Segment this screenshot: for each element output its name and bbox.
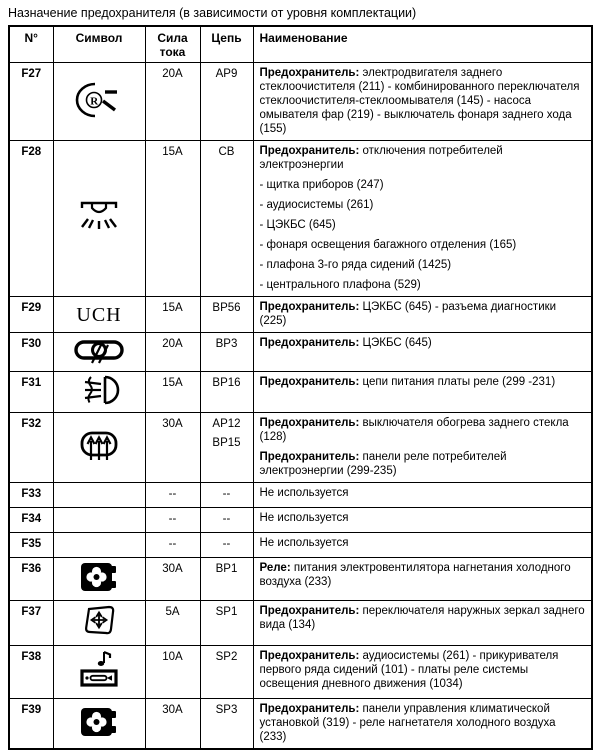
fuse-symbol [53,558,145,601]
fuse-amperage: 20A [145,333,200,372]
fuse-description-line: Предохранитель: ЦЭКБС (645) - разъема диагностики (225) [259,301,557,327]
fuse-circuit [200,699,253,750]
fuse-circuit [200,508,253,533]
table-row [9,141,592,297]
fuse-circuit-value: AP9 [215,68,238,80]
fuse-amperage: 20A [145,63,200,141]
fuse-description-line: Предохранитель: выключателя обогрева заднего стекла (128) [259,417,569,443]
fuse-id: F28 [9,141,53,297]
fuse-description [253,63,592,141]
fuse-amperage: 30A [145,558,200,601]
audio-system-icon [77,648,121,692]
fuse-amperage: 15A [145,372,200,413]
table-row [9,413,592,483]
fuse-description-line: Не используется [259,537,349,549]
fuse-description-line: Реле: питания электровентилятора нагнетания холодного воздуха (233) [259,562,571,588]
fuse-circuit [200,297,253,333]
fuse-circuit [200,533,253,558]
fuse-description [253,483,592,508]
fuse-description [253,508,592,533]
table-row [9,646,592,699]
fuse-circuit-value: CB [218,146,235,158]
fuse-circuit [200,141,253,297]
fuse-symbol [53,699,145,750]
fuse-description [253,413,592,483]
table-row [9,699,592,750]
rear-wiper-icon [75,82,123,118]
fuse-description-line: Не используется [259,487,349,499]
fuse-symbol [53,372,145,413]
fuse-description-line: Предохранитель: панели реле потребителей электроэнергии (299-235) [259,451,507,477]
table-row [9,333,592,372]
fuse-description-line: - плафона 3-го ряда сидений (1425) [259,259,452,271]
header-name: Наименование [253,26,592,63]
fuse-amperage: 15A [145,141,200,297]
fuse-circuit-value: BP15 [212,437,241,449]
fuse-id: F36 [9,558,53,601]
header-circuit: Цепь [200,26,253,63]
table-row [9,63,592,141]
central-locking-icon [72,335,126,365]
fuse-amperage: -- [145,483,200,508]
svg-text:R: R [90,94,99,107]
fuse-circuit [200,558,253,601]
fuse-amperage: -- [145,533,200,558]
fuse-description-line: Предохранитель: панели управления климатической установкой (319) - реле нагнетателя холодного воздуха (233) [259,703,556,743]
fuse-description [253,372,592,413]
fuse-description [253,333,592,372]
fuse-description-line: Предохранитель: цепи питания платы реле (299 -231) [259,376,556,388]
fuse-circuit-value: AP12 [212,418,241,430]
fuse-id: F37 [9,601,53,646]
fuse-circuit-value: SP3 [215,704,238,716]
dome-light-icon [76,198,122,236]
fuse-description-line: Предохранитель: отключения потребителей электроэнергии [259,145,503,171]
fuse-circuit [200,483,253,508]
fuse-symbol [53,533,145,558]
fuse-id: F35 [9,533,53,558]
fuse-description-line: - аудиосистемы (261) [259,199,374,211]
fuse-circuit [200,601,253,646]
table-row [9,372,592,413]
fuse-amperage: 15A [145,297,200,333]
fuse-id: F29 [9,297,53,333]
fuse-symbol [53,63,145,141]
fuse-circuit-value: SP1 [215,606,238,618]
fuse-circuit-value: BP3 [215,338,238,350]
fuse-symbol [53,601,145,646]
fuse-circuit-value: BP1 [215,563,238,575]
fuse-circuit [200,372,253,413]
table-row [9,533,592,558]
table-row [9,483,592,508]
blower-fan-icon [79,705,119,739]
fuse-circuit [200,413,253,483]
header-symbol: Символ [53,26,145,63]
fuse-description-line: Предохранитель: переключателя наружных зеркал заднего вида (134) [259,605,585,631]
fuse-description [253,558,592,601]
fuse-symbol [53,141,145,297]
fuse-id: F27 [9,63,53,141]
fuse-description [253,601,592,646]
fuse-description-line: - фонаря освещения багажного отделения (165) [259,239,517,251]
fuse-amperage: 30A [145,413,200,483]
table-row [9,508,592,533]
fuse-description [253,141,592,297]
table-row [9,601,592,646]
fuse-amperage: 5A [145,601,200,646]
fuse-description-line: Не используется [259,512,349,524]
fuse-circuit-value: BP56 [212,302,241,314]
fuse-symbol [53,508,145,533]
fuse-description [253,533,592,558]
table-row [9,558,592,601]
rear-defrost-icon [78,429,120,463]
fuse-id: F33 [9,483,53,508]
fuse-symbol [53,646,145,699]
fuse-description-line: Предохранитель: аудиосистемы (261) - прикуривателя первого ряда сидений (101) - платы реле системы освещения дневного движения (1034) [259,650,559,690]
fuse-id: F30 [9,333,53,372]
fuse-circuit [200,646,253,699]
fuse-table [8,25,593,750]
fuse-id: F39 [9,699,53,750]
fuse-circuit-value: SP2 [215,651,238,663]
fuse-circuit-value: -- [222,488,231,500]
fuse-amperage: -- [145,508,200,533]
page-title: Назначение предохранителя (в зависимости от уровня комплектации) [8,6,417,20]
header-row [9,26,592,63]
fuse-id: F32 [9,413,53,483]
fuse-id: F34 [9,508,53,533]
header-amperage: Сила тока [145,26,200,63]
blower-fan-icon [79,560,119,594]
fuse-description [253,646,592,699]
fuse-description [253,297,592,333]
header-number: N° [9,26,53,63]
fuse-amperage: 30A [145,699,200,750]
fuse-circuit [200,63,253,141]
uch-label: UCH [76,303,122,326]
fuse-symbol [53,297,145,333]
fuse-description-line: - центрального плафона (529) [259,279,421,291]
fog-light-icon [78,374,120,406]
fuse-description-line: - щитка приборов (247) [259,179,384,191]
fuse-description-line: Предохранитель: электродвигателя заднего стеклоочистителя (211) - комбинированного переключателя стеклоочистителя-стеклоомывателя (145) - насоса омывателя фар (219) - выключатель фонаря заднего хода (155) [259,67,580,135]
fuse-description [253,699,592,750]
fuse-description-line: Предохранитель: ЦЭКБС (645) [259,337,432,349]
fuse-circuit [200,333,253,372]
fuse-symbol [53,333,145,372]
mirror-adjust-icon [80,603,118,639]
fuse-circuit-value: BP16 [212,377,241,389]
fuse-id: F38 [9,646,53,699]
fuse-description-line: - ЦЭКБС (645) [259,219,336,231]
fuse-symbol [53,413,145,483]
fuse-amperage: 10A [145,646,200,699]
fuse-circuit-value: -- [222,513,231,525]
table-row [9,297,592,333]
fuse-table-body [9,63,592,750]
fuse-circuit-value: -- [222,538,231,550]
fuse-symbol [53,483,145,508]
fuse-id: F31 [9,372,53,413]
